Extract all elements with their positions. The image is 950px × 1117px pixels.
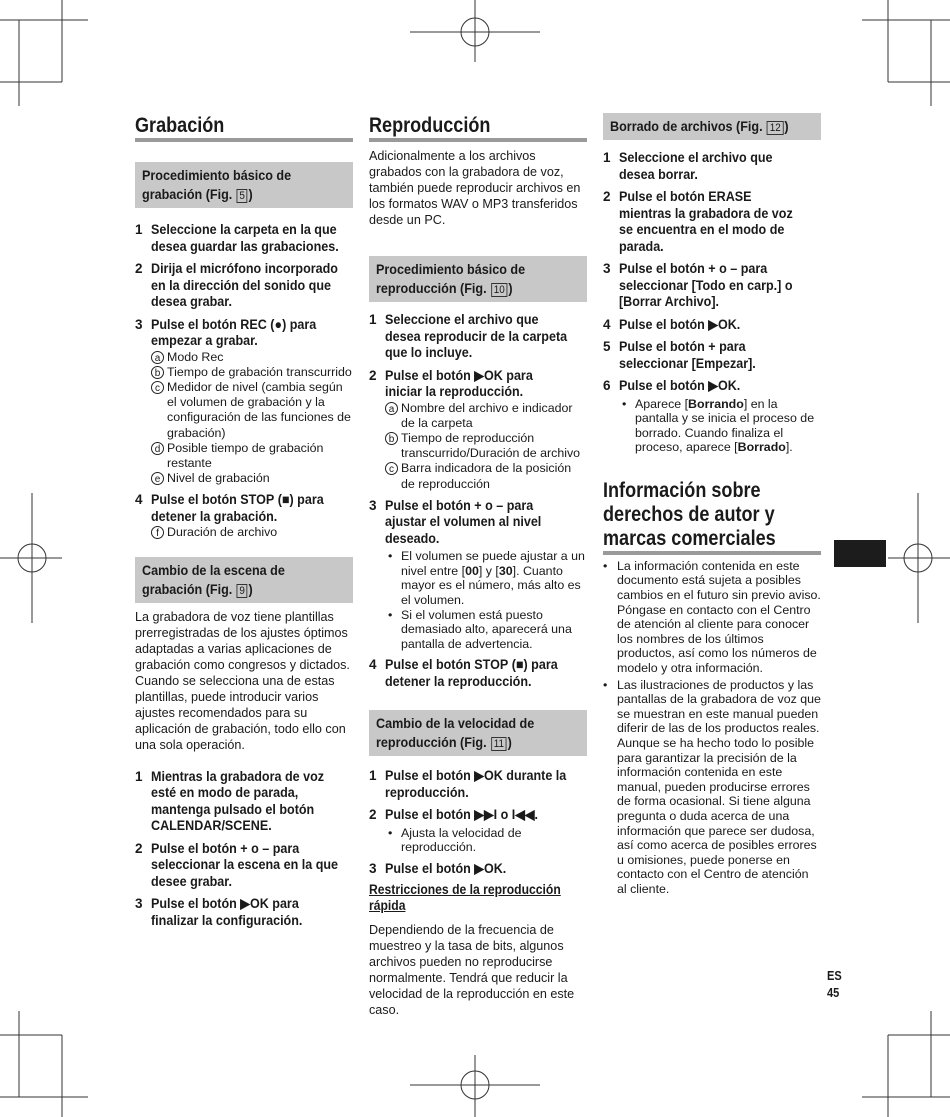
screen-legend: a Modo Rec b Tiempo de grabación transcurrido c Medidor de nivel (cambia según el volumen de grabación y la configuración de las funciones de grabación) d Posible tiempo de grabación restante e Nivel de grabación [151,350,353,487]
scene-steps [135,769,353,930]
list-item: 2 Pulse el botón ▶▶I o I◀◀. • Ajusta la velocidad de reproducción. [369,807,587,855]
subheading-speed: Cambio de la velocidad de reproducción (Fig. 11 ) [369,710,587,756]
section-title-reproduccion: Reproducción [369,114,491,137]
figure-ref: 11 [491,737,507,751]
speed-steps [369,768,587,877]
scene-paragraph: La grabadora de voz tiene plantillas prerregistradas de los ajustes óptimos adaptadas a varias aplicaciones de grabación como congresos y dictados. Cuando se selecciona una de estas plantillas, puede introducir varios ajustes recomendados para su aplicación de grabación, todo ello con una sola operación. [135,609,350,752]
erase-notes: • Aparece [Borrando] en la pantalla y se inicia el proceso de borrado. Cuando finaliza el proceso, aparece [Borrado]. [619,397,821,455]
figure-ref: 12 [767,121,783,135]
playback-steps [369,312,587,690]
list-item: 4 Pulse el botón STOP (■) para detener la reproducción. [369,657,558,689]
section-title-grabacion: Grabación [135,114,225,137]
list-item: • La información contenida en este documento está sujeta a posibles cambios en el futuro sin previo aviso. Póngase en contacto con el Centro de atención al cliente para conocer los nombres de los últimos productos, así como los números de modelo y otra información. [603,559,821,676]
page-lang: ES [827,968,842,983]
page-num: 45 [827,985,840,1000]
column-erase-rights [603,112,821,897]
playback-intro: Adicionalmente a los archivos grabados con la grabadora de voz, también puede reproducir archivos en los formatos WAV o MP3 transferidos desde un PC. [369,149,581,227]
list-item: 3 Pulse el botón ▶OK. [369,861,507,877]
figure-ref: 5 [237,189,248,203]
subheading-basic-playback: Procedimiento básico de reproducción (Fig. 10 ) [369,256,587,302]
section-tab-marker [834,540,886,567]
list-item: 1 Mientras la grabadora de voz esté en modo de parada, mantenga pulsado el botón CALENDAR/SCENE. [135,768,325,834]
page-number [827,967,842,1001]
screen-legend: f Duración de archivo [151,525,353,540]
list-item: 1 Pulse el botón ▶OK durante la reproducción. [369,768,567,800]
screen-legend: a Nombre del archivo e indicador de la carpeta b Tiempo de reproducción transcurrido/Duración de archivo c Barra indicadora de la posición de reproducción [385,401,587,492]
restriction-text: Dependiendo de la frecuencia de muestreo y la tasa de bits, algunos archivos pueden no reproducirse normalmente. Tendrá que reducir la velocidad de la reproducción en este caso. [369,922,575,1017]
list-item: 2 Pulse el botón ▶OK para iniciar la reproducción. a Nombre del archivo e indicador de la carpeta b Tiempo de reproducción transcurrido/Duración de archivo c Barra indicadora de la posición de reproducción [369,368,587,492]
section-title-rights: Información sobre derechos de autor y marcas comerciales [603,479,821,555]
list-item: 1 Seleccione el archivo que desea reproducir de la carpeta que lo incluye. [369,312,568,360]
list-item: 1 Seleccione el archivo que desea borrar. [603,150,773,182]
rights-notes [603,559,821,897]
list-item: 3 Pulse el botón ▶OK para finalizar la configuración. [135,896,303,928]
volume-notes: • El volumen se puede ajustar a un nivel entre [00] y [30]. Cuanto mayor es el número, más alto es el volumen. • Si el volumen está puesto demasiado alto, aparecerá una pantalla de advertencia. [385,549,587,651]
column-recording [135,112,353,935]
list-item: 2 Pulse el botón ERASE mientras la grabadora de voz se encuentra en el modo de parada. [603,189,793,254]
erase-steps [603,150,821,455]
recording-steps [135,222,353,541]
figure-ref: 9 [237,584,248,598]
list-item: 5 Pulse el botón + para seleccionar [Empezar]. [603,339,756,371]
subheading-basic-recording: Procedimiento básico de grabación (Fig. 5 ) [135,162,353,208]
list-item: 2 Dirija el micrófono incorporado en la dirección del sonido que desea grabar. [135,261,338,309]
subheading-scene: Cambio de la escena de grabación (Fig. 9 ) [135,557,353,603]
restriction-heading: Restricciones de la reproducción rápida [369,881,561,913]
figure-ref: 10 [491,283,507,297]
list-item: • Las ilustraciones de productos y las pantallas de la grabadora de voz que se muestran en este manual pueden diferir de las de los productos reales. Aunque se ha hecho todo lo posible para garantizar la precisión de la información contenida en este manual, pueden producirse errores de forma ocasional. Si tiene alguna pregunta o duda acerca de una información que parece ser dudosa, así como acerca de posibles errores u omisiones, puede ponerse en contacto con el Centro de atención al cliente. [603,678,821,897]
list-item: 2 Pulse el botón + o – para seleccionar la escena en la que desee grabar. [135,840,339,889]
list-item: 3 Pulse el botón REC (●) para empezar a grabar. a Modo Rec b Tiempo de grabación transcurrido c Medidor de nivel (cambia según el volumen de grabación y la configuración de las funciones de grabación) d Posible tiempo de grabación restante e Nivel de grabación [135,316,352,486]
list-item: 4 Pulse el botón ▶OK. [603,316,741,332]
column-playback [369,112,587,1018]
list-item: 6 Pulse el botón ▶OK. • Aparece [Borrando] en la pantalla y se inicia el proceso de borrado. Cuando finaliza el proceso, aparece [Borrado]. [603,378,821,455]
subheading-erase: Borrado de archivos (Fig. 12 ) [603,113,821,140]
speed-notes: • Ajusta la velocidad de reproducción. [385,826,587,855]
list-item: 1 Seleccione la carpeta en la que desea guardar las grabaciones. [135,222,339,254]
list-item: 4 Pulse el botón STOP (■) para detener la grabación. f Duración de archivo [135,492,353,540]
list-item: 3 Pulse el botón + o – para seleccionar [Todo en carp.] o [Borrar Archivo]. [603,261,793,309]
list-item: 3 Pulse el botón + o – para ajustar el volumen al nivel deseado. • El volumen se puede ajustar a un nivel entre [00] y [30]. Cuanto mayor es el número, más alto es el volumen. • Si el volumen está puesto demasiado alto, aparecerá una pantalla de advertencia. [369,498,587,652]
